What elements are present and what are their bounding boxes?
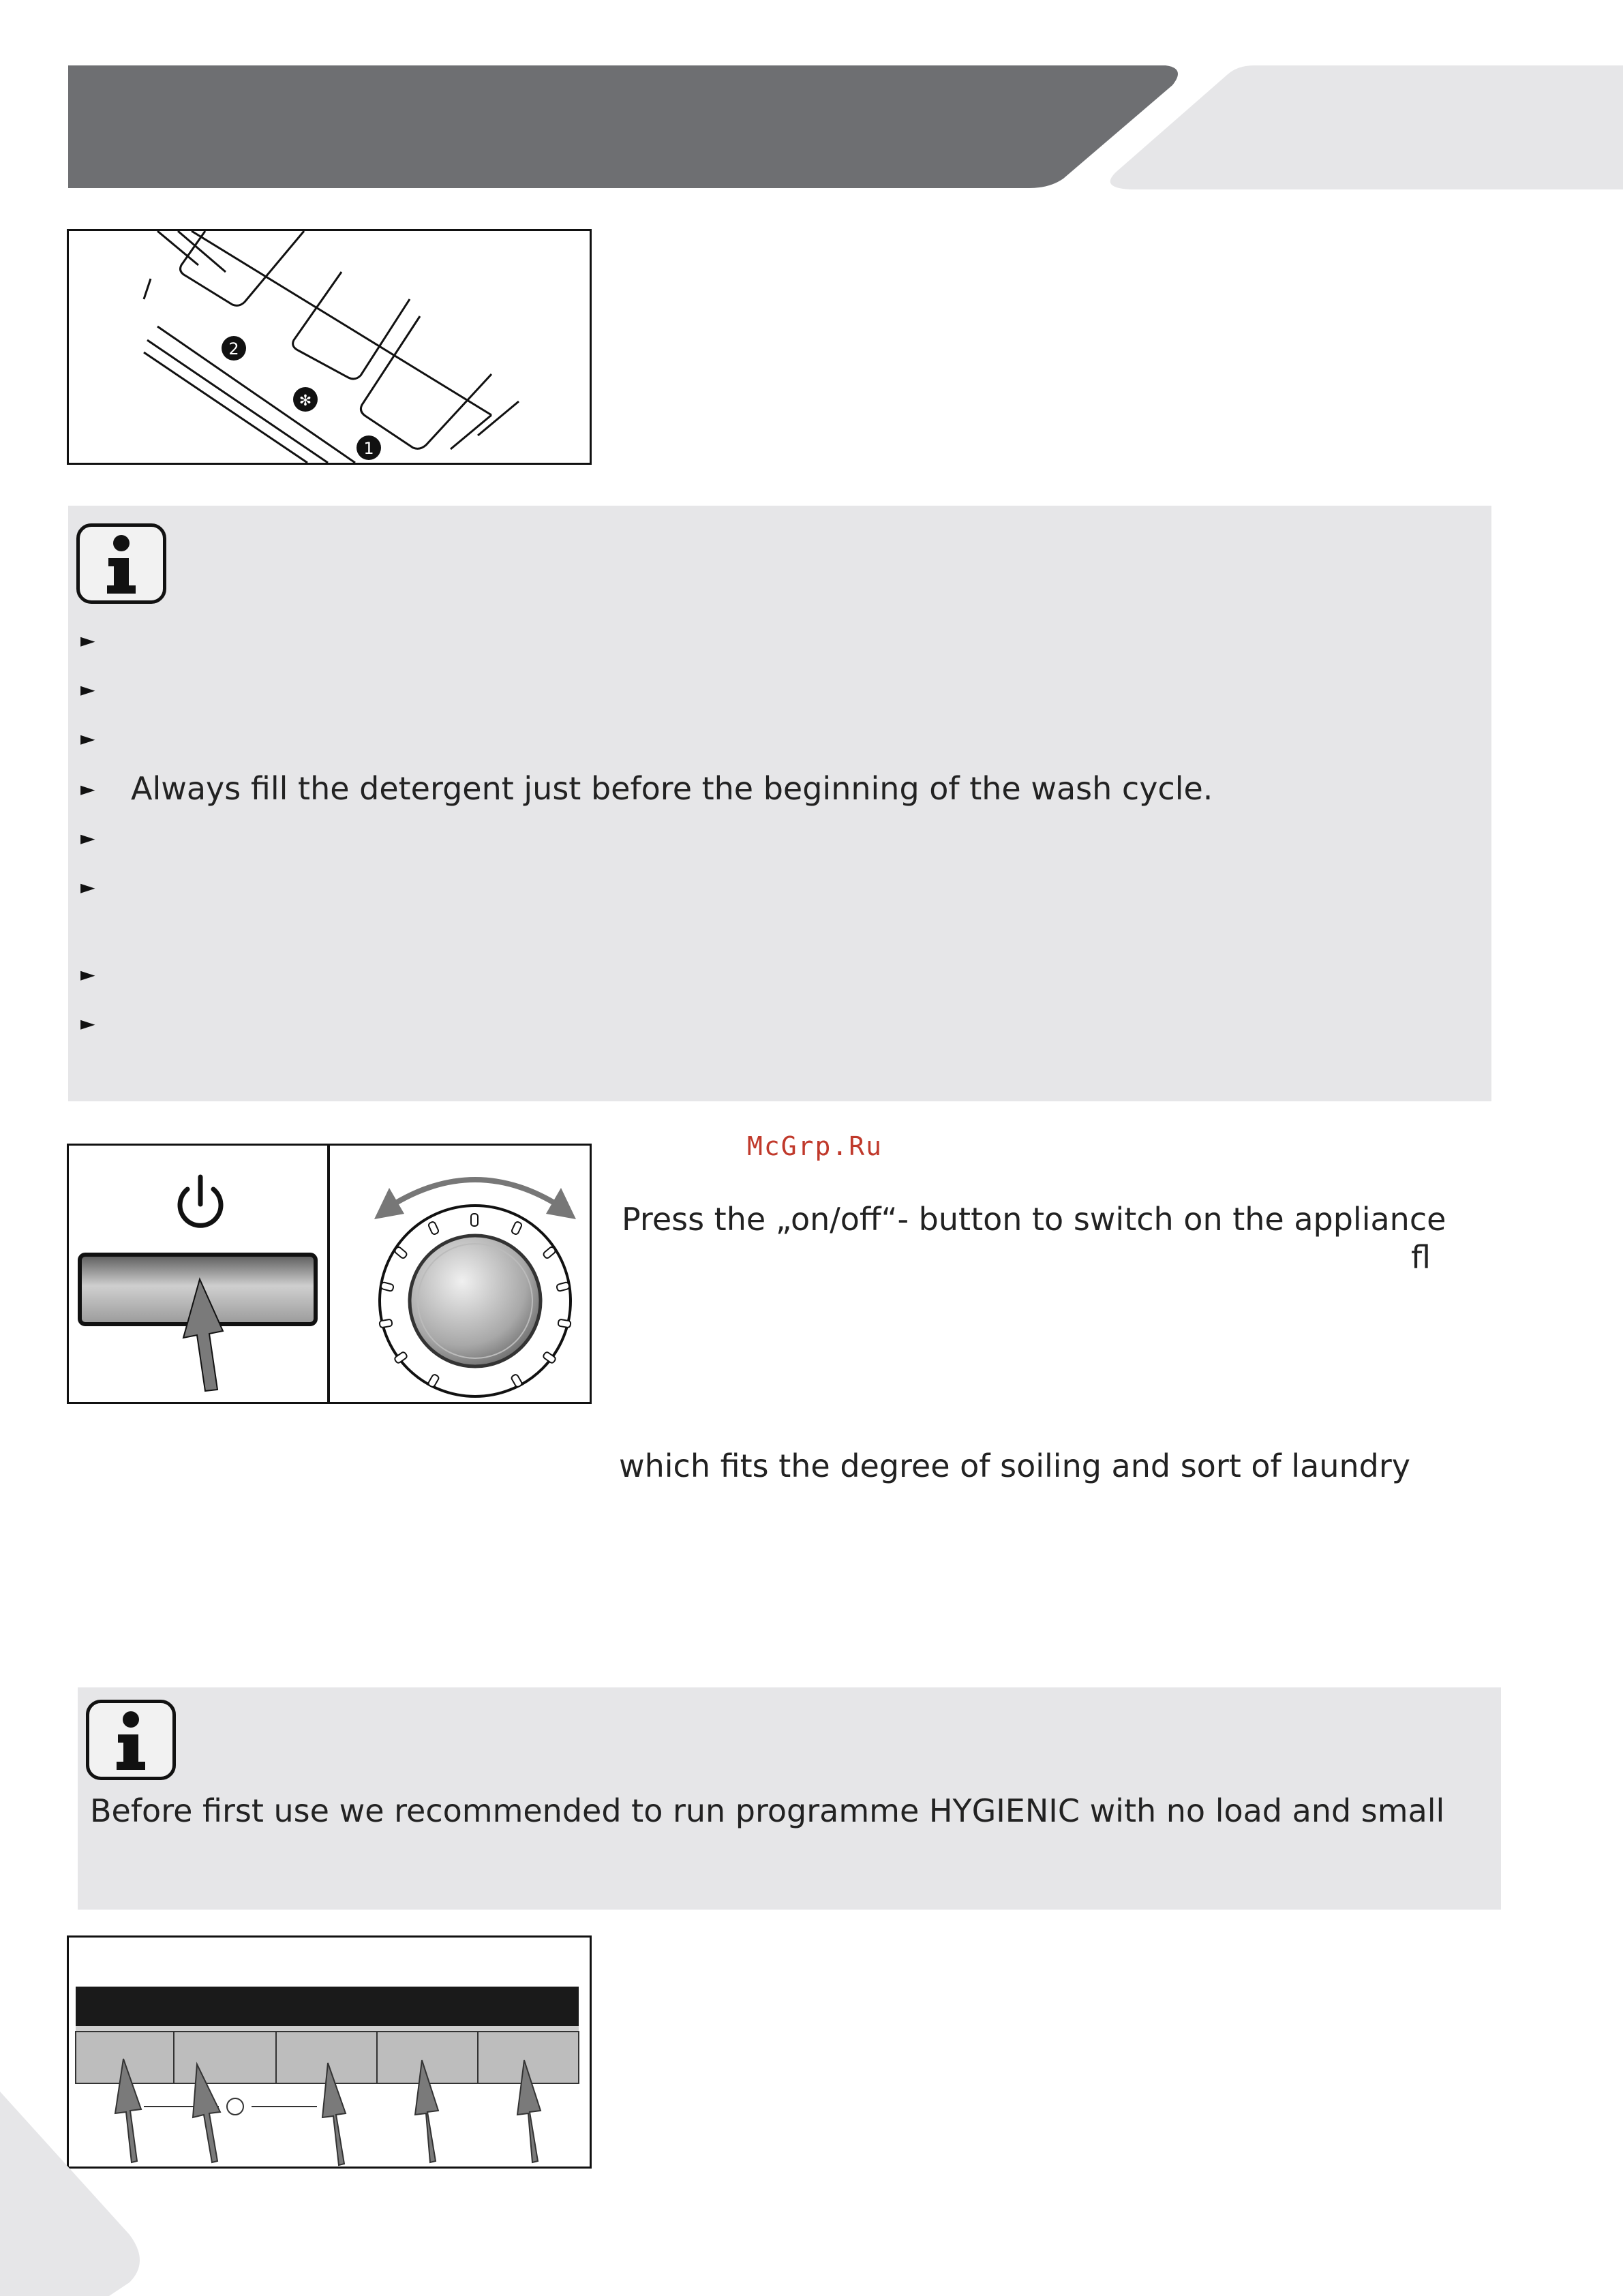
info-icon (76, 523, 166, 604)
bullet-5: ► (80, 827, 95, 849)
bullet-2: ► (80, 678, 95, 701)
info-icon-2 (86, 1700, 176, 1780)
bullet-8: ► (80, 1012, 95, 1035)
display-strip (76, 1987, 579, 2026)
programme-dial-knob (410, 1236, 541, 1366)
page-corner-decoration (0, 2064, 164, 2296)
power-symbol-icon (180, 1177, 221, 1225)
info-i-glyph (80, 527, 163, 600)
power-dial-illustration (69, 1146, 590, 1402)
child-lock-icon (227, 2098, 243, 2115)
bullet-6: ► (80, 876, 95, 898)
dispenser-illustration (69, 231, 590, 463)
bullet-4: ► (80, 778, 95, 800)
step-text-line-2: fl (1411, 1239, 1431, 1276)
compartment-1-label: 1 (363, 439, 374, 458)
compartment-2-label: 2 (228, 339, 239, 358)
step-text-line-1: Press the „on/off“- button to switch on the appliance (622, 1201, 1446, 1238)
bullet-text-4: Always fill the detergent just before the beginning of the wash cycle. (131, 770, 1213, 807)
header-dark-bar (68, 65, 1178, 188)
page-header (0, 0, 1623, 198)
dispenser-figure (67, 229, 592, 465)
bullet-3: ► (80, 727, 95, 750)
power-and-dial-figure (67, 1144, 592, 1404)
watermark-text: McGrp.Ru (747, 1131, 883, 1161)
softener-label: ✻ (299, 393, 312, 410)
step-text-line-3: which fits the degree of soiling and sort of laundry (619, 1448, 1410, 1484)
header-light-tab (1110, 65, 1623, 189)
bullet-7: ► (80, 963, 95, 985)
rotate-arrow-icon (389, 1180, 561, 1207)
panel-button-2 (174, 2032, 276, 2083)
first-use-text: Before first use we recommended to run programme HYGIENIC with no load and small (90, 1792, 1445, 1829)
info-i-glyph-2 (89, 1703, 172, 1777)
bullet-1: ► (80, 629, 95, 652)
